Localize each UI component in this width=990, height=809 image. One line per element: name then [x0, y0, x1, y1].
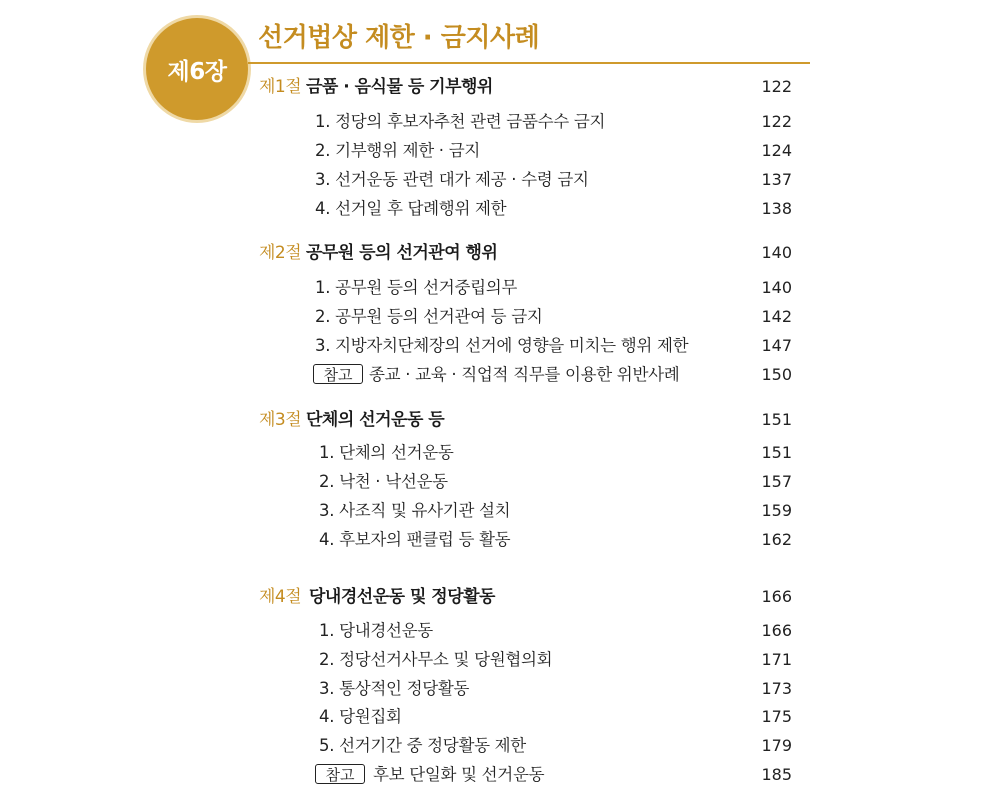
page-number: 173	[761, 679, 792, 698]
page-number: 179	[761, 736, 792, 755]
section-number: 제2절	[259, 243, 302, 263]
page-number: 138	[761, 199, 792, 218]
toc-item-label: 1. 정당의 후보자추천 관련 금품수수 금지	[315, 112, 606, 131]
toc-item-label: 4. 당원집회	[319, 707, 402, 726]
chapter-badge-label: 제6장	[167, 58, 227, 85]
page-number: 166	[761, 621, 792, 640]
reference-tag: 참고	[315, 764, 365, 784]
page-number: 140	[761, 243, 792, 262]
toc-item-label: 3. 선거운동 관련 대가 제공 · 수령 금지	[315, 170, 589, 189]
toc-item-label: 3. 사조직 및 유사기관 설치	[319, 501, 511, 520]
page-number: 137	[761, 170, 792, 189]
page-number: 142	[761, 307, 792, 326]
toc-item-label: 2. 낙천 · 낙선운동	[319, 472, 448, 491]
page-number: 166	[761, 587, 792, 606]
page-number: 151	[761, 410, 792, 429]
page-number: 162	[761, 530, 792, 549]
page-number: 140	[761, 278, 792, 297]
page-number: 122	[761, 77, 792, 96]
page-number: 150	[761, 365, 792, 384]
page-number: 175	[761, 707, 792, 726]
page-number: 159	[761, 501, 792, 520]
reference-label: 종교 · 교육 · 직업적 직무를 이용한 위반사례	[369, 365, 680, 384]
section-number: 제1절	[259, 77, 302, 97]
toc-item-label: 1. 단체의 선거운동	[319, 443, 454, 462]
page-number: 157	[761, 472, 792, 491]
section-title: 당내경선운동 및 정당활동	[309, 587, 495, 607]
section-number: 제4절	[259, 587, 302, 607]
toc-item-label: 2. 공무원 등의 선거관여 등 금지	[315, 307, 543, 326]
toc-item-label: 1. 당내경선운동	[319, 621, 433, 640]
chapter-title-rule	[248, 62, 810, 64]
page-number: 122	[761, 112, 792, 131]
section-title: 금품 · 음식물 등 기부행위	[306, 77, 493, 97]
reference-label: 후보 단일화 및 선거운동	[373, 765, 545, 784]
page-number: 185	[761, 765, 792, 784]
chapter-title: 선거법상 제한 · 금지사례	[258, 23, 540, 53]
section-number: 제3절	[259, 410, 302, 430]
toc-item-label: 5. 선거기간 중 정당활동 제한	[319, 736, 526, 755]
section-title: 공무원 등의 선거관여 행위	[306, 243, 498, 263]
chapter-badge	[146, 18, 248, 120]
section-title: 단체의 선거운동 등	[306, 410, 445, 430]
toc-item-label: 3. 통상적인 정당활동	[319, 679, 470, 698]
toc-item-label: 4. 후보자의 팬클럽 등 활동	[319, 530, 511, 549]
toc-item-label: 2. 정당선거사무소 및 당원협의회	[319, 650, 553, 669]
page-number: 151	[761, 443, 792, 462]
toc-item-label: 3. 지방자치단체장의 선거에 영향을 미치는 행위 제한	[315, 336, 689, 355]
toc-item-label: 4. 선거일 후 답례행위 제한	[315, 199, 507, 218]
page-number: 171	[761, 650, 792, 669]
page-number: 124	[761, 141, 792, 160]
reference-tag: 참고	[313, 364, 363, 384]
toc-item-label: 1. 공무원 등의 선거중립의무	[315, 278, 518, 297]
toc-item-label: 2. 기부행위 제한 · 금지	[315, 141, 480, 160]
page-number: 147	[761, 336, 792, 355]
